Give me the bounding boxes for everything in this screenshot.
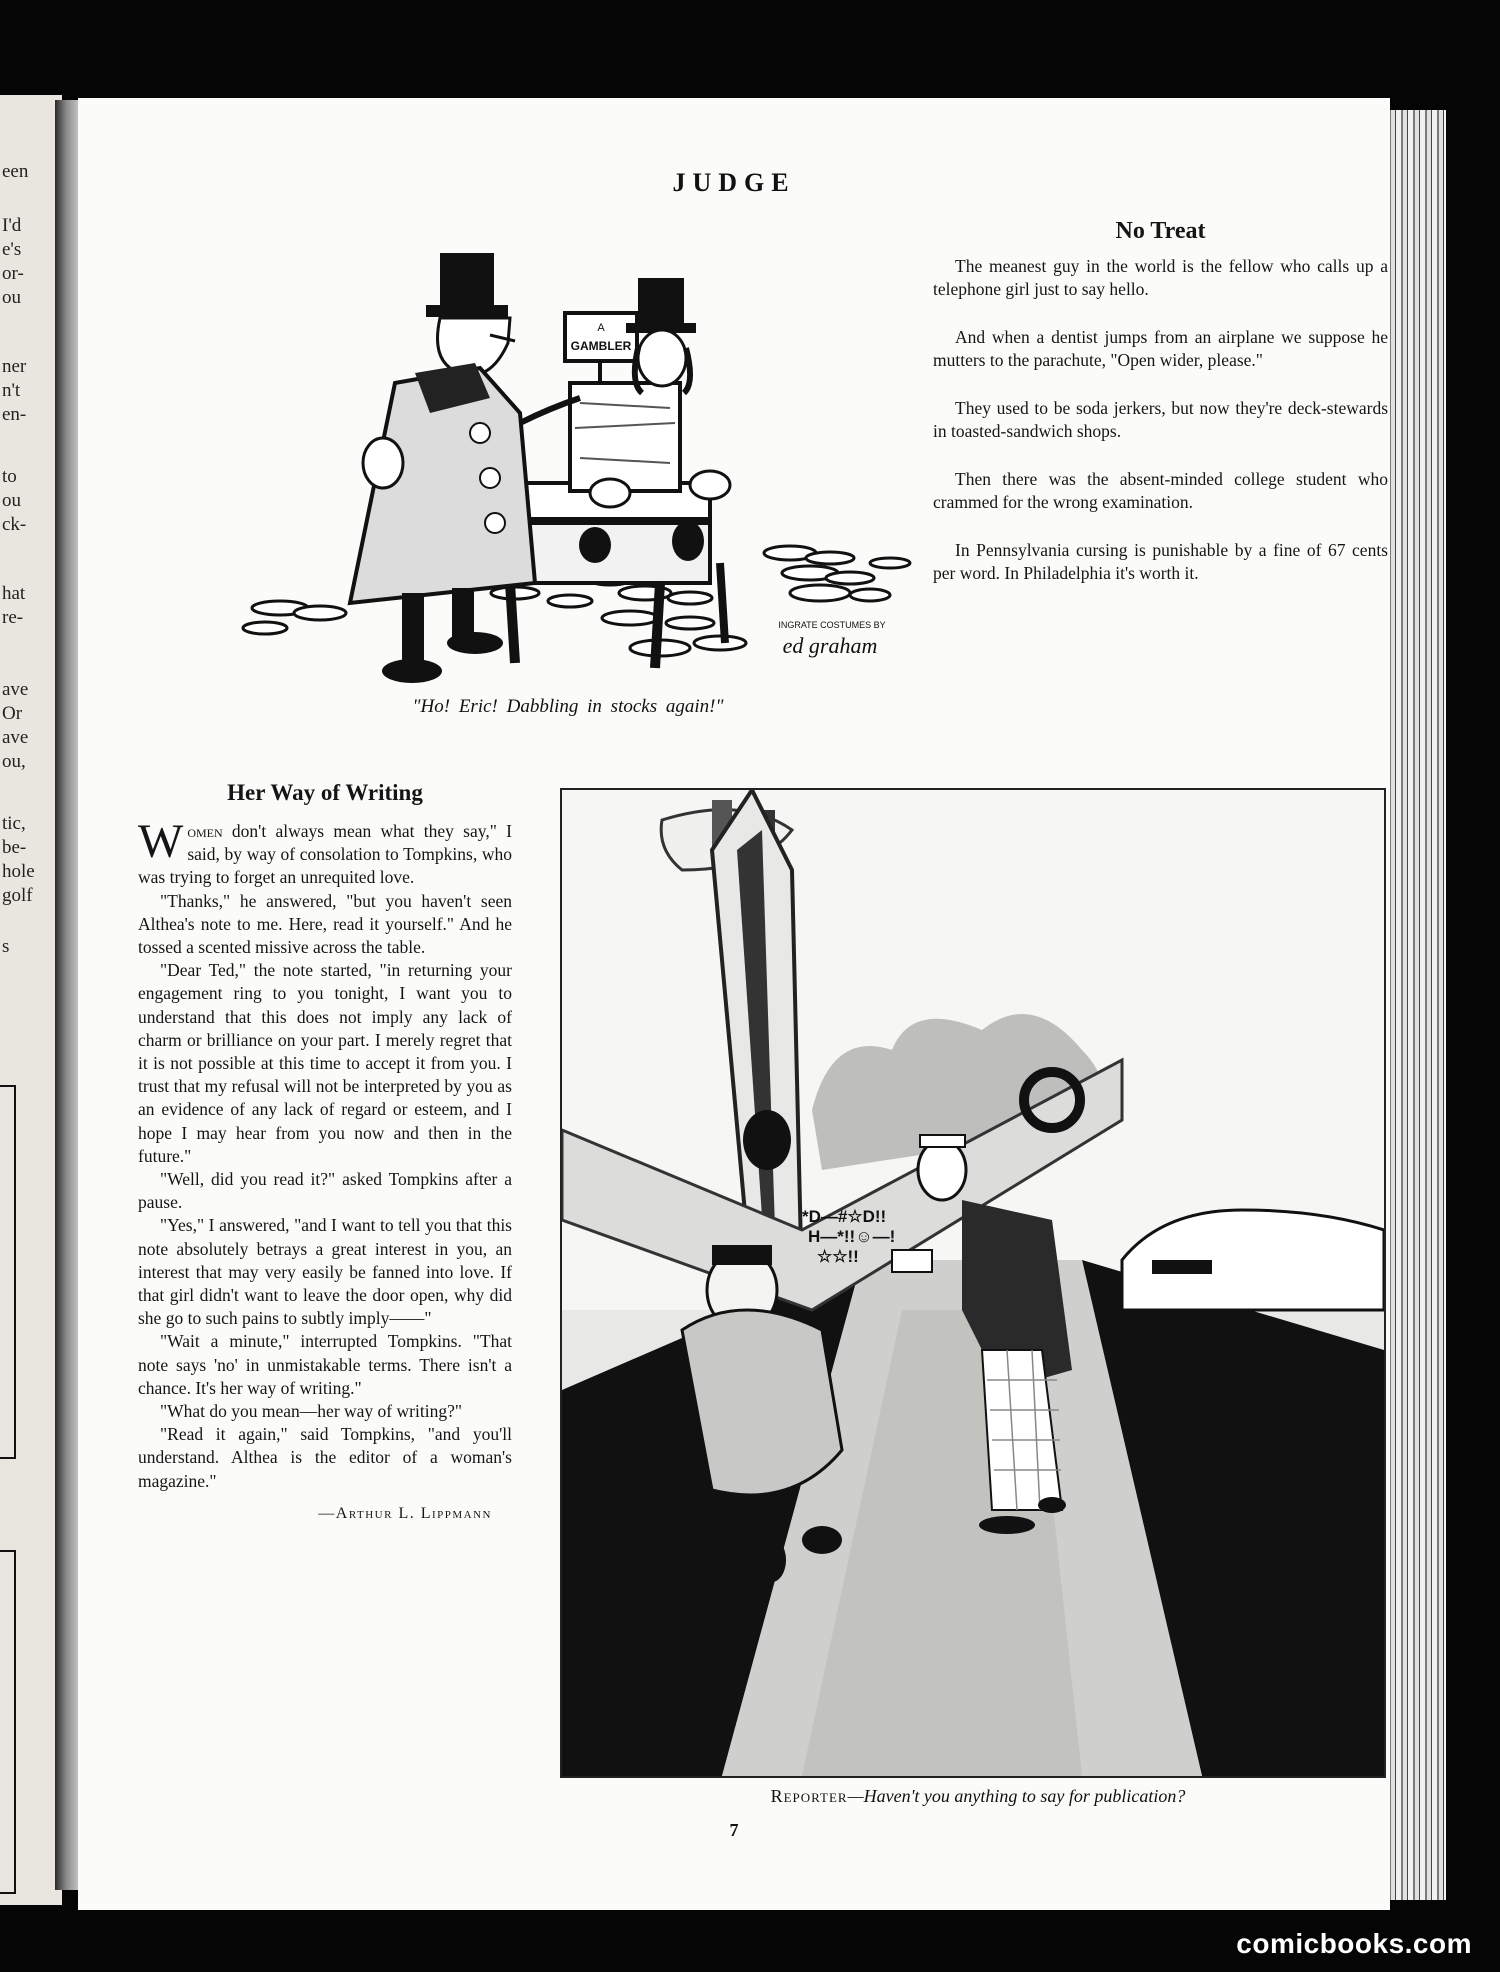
her-way-paragraph: "Read it again," said Tompkins, "and you'll understand. Althea is the editor of a woman's magazine."	[138, 1424, 512, 1491]
artist-signature	[778, 620, 885, 658]
cartoon1-caption: "Ho! Eric! Dabbling in stocks again!"	[412, 696, 724, 717]
her-way-paragraph: "Thanks," he answered, "but you haven't seen Althea's note to me. Here, read it yourself." And he tossed a scented missive across the table.	[138, 890, 512, 958]
svg-text:INGRATE COSTUMES BY: INGRATE COSTUMES BY	[778, 620, 886, 630]
artist-signature: JOSEPH MORAN	[614, 1698, 713, 1733]
her-way-paragraph: "What do you mean—her way of writing?"	[160, 1401, 462, 1422]
expletive-text: ☆☆!!	[817, 1247, 859, 1266]
left-page-text-fragment: ou	[2, 490, 21, 511]
left-page-text-fragment: e's	[2, 239, 22, 260]
left-page-text-fragment: ck-	[2, 514, 27, 535]
site-watermark: comicbooks.com	[1236, 1928, 1472, 1959]
no-treat-paragraph: Then there was the absent-minded college student who crammed for the wrong examination.	[933, 469, 1388, 512]
drop-cap: W	[138, 815, 184, 868]
left-page-text-fragment: ou	[2, 287, 21, 308]
masthead: JUDGE	[672, 168, 796, 197]
her-way-paragraph: "Dear Ted," the note started, "in returning your engagement ring to you tonight, I want you to understand that this does not imply any lack of charm or brilliance on your part. I merely regret that it is not possible at this time to accept it from you. I trust that my refusal will not be interpreted by you as an evidence of any lack of regard or esteem, and I hope I may hear from you now and then in the future."	[138, 960, 512, 1166]
no-treat-title: No Treat	[1115, 218, 1206, 244]
her-way-paragraph: "Well, did you read it?" asked Tompkins after a pause.	[138, 1169, 512, 1213]
magazine-page	[78, 98, 1390, 1910]
cartoon2-caption: Reporter—Haven't you anything to say for publication?	[770, 1786, 1186, 1806]
plane-crash-drawing	[562, 790, 1384, 1776]
her-way-paragraph: "Yes," I answered, "and I want to tell you that this note absolutely betrays a great interest in you, an interest that may very easily be fanned into love. If that girl didn't want to leave the door open, why did she go to such pains to subtly imply——"	[138, 1215, 512, 1329]
left-page-text-fragment: Or	[2, 703, 23, 724]
left-page-text-fragment: een	[2, 161, 29, 182]
her-way-paragraph: "Wait a minute," interrupted Tompkins. "That note says 'no' in unmistakable terms. There isn't a chance. It's her way of writing."	[138, 1331, 512, 1398]
left-page-text-fragment: ou,	[2, 751, 26, 772]
no-treat-column	[933, 218, 1388, 585]
page-number: 7	[729, 1820, 739, 1840]
left-page-text-fragment: ave	[2, 679, 29, 700]
svg-text:ed graham: ed graham	[782, 633, 878, 658]
her-way-paragraph: Women don't always mean what they say," I said, by way of consolation to Tompkins, who was trying to forget an unrequited love.	[138, 815, 512, 888]
left-page-box	[0, 1085, 16, 1459]
left-page-text-fragment: I'd	[2, 215, 22, 236]
gentleman-figure	[350, 253, 580, 683]
left-page-text-fragment: be-	[2, 837, 27, 858]
expletive-text: H—*!!☺—!	[808, 1227, 896, 1246]
cartoon-plane-crash	[560, 788, 1386, 1778]
left-page-text-fragment: or-	[2, 263, 24, 284]
left-page-text-fragment: ave	[2, 727, 29, 748]
no-treat-paragraph: They used to be soda jerkers, but now they're deck-stewards in toasted-sandwich shops.	[933, 398, 1388, 441]
left-page-text-fragment: tic,	[2, 813, 26, 834]
no-treat-paragraph: In Pennsylvania cursing is punishable by a fine of 67 cents per word. In Philadelphia it's worth it.	[933, 540, 1388, 583]
left-page-text-fragment: to	[2, 466, 17, 487]
author-byline: —Arthur L. Lippmann	[318, 1504, 492, 1522]
left-page-text-fragment: hole	[2, 861, 35, 882]
svg-text:A: A	[597, 322, 605, 334]
no-treat-paragraph: The meanest guy in the world is the fellow who calls up a telephone girl just to say hello.	[933, 256, 1388, 299]
left-page-box-lower	[0, 1550, 16, 1894]
left-page-text-fragment: s	[2, 936, 10, 957]
left-page-text-fragment: hat	[2, 583, 26, 604]
page-edges	[1384, 110, 1446, 1900]
her-way-title: Her Way of Writing	[227, 780, 423, 805]
left-page	[0, 95, 62, 1905]
left-page-text-fragment: golf	[2, 885, 33, 906]
left-page-text-fragment: re-	[2, 607, 24, 628]
cartoon-gambler-stocks	[190, 223, 940, 773]
no-treat-paragraph: And when a dentist jumps from an airplane we suppose he mutters to the parachute, "Open wider, please."	[933, 327, 1388, 370]
svg-text:GAMBLER: GAMBLER	[570, 339, 632, 353]
expletive-text: *D—#☆D!!	[802, 1207, 887, 1226]
left-page-text-fragment: en-	[2, 404, 27, 425]
left-page-text-fragment: n't	[2, 380, 21, 401]
left-page-text-fragment: ner	[2, 356, 27, 377]
her-way-column	[138, 780, 512, 1523]
